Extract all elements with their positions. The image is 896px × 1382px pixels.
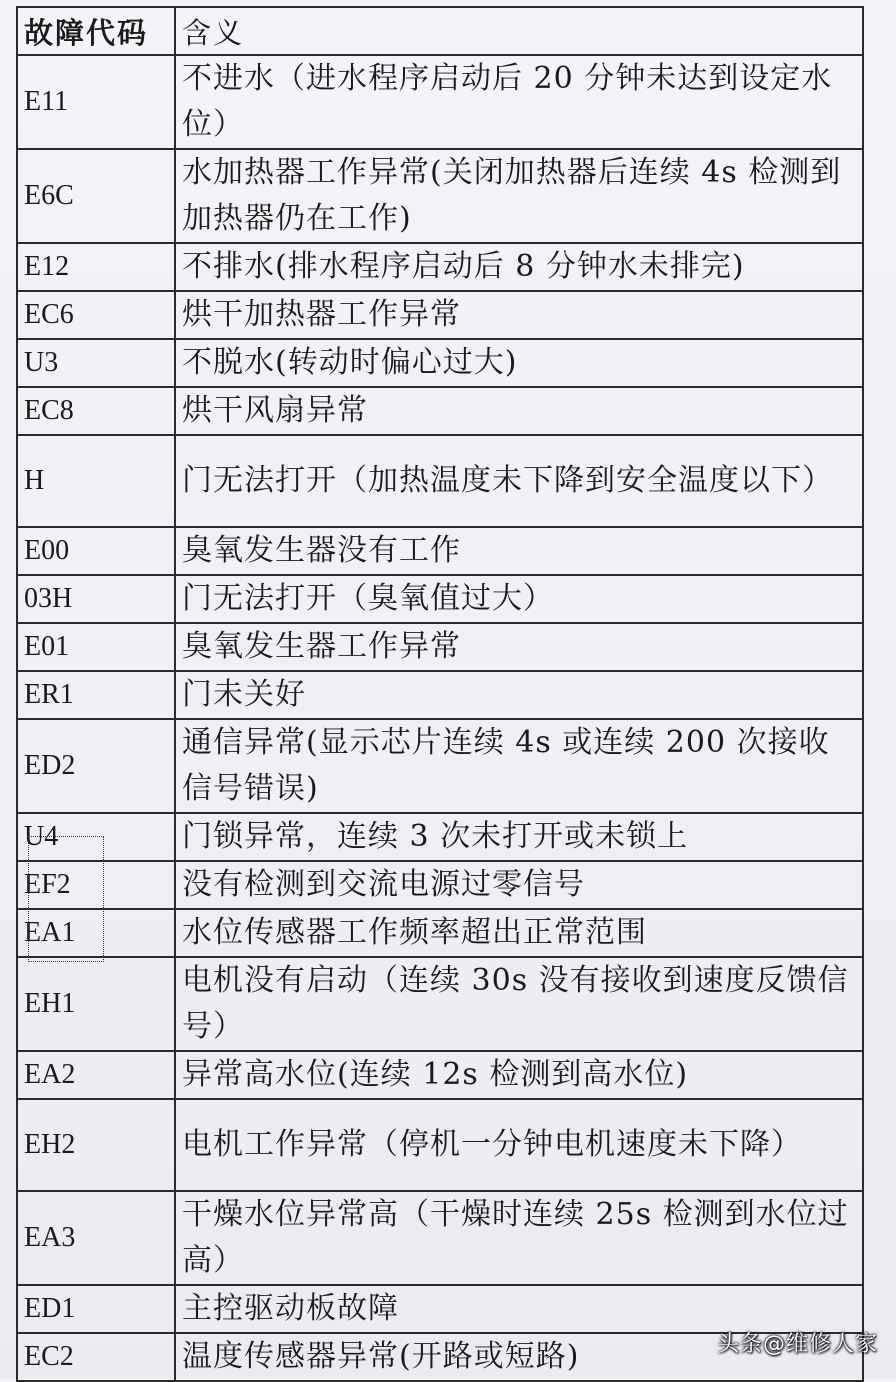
fault-meaning: 门无法打开（臭氧值过大） xyxy=(175,575,863,623)
table-row xyxy=(17,149,863,243)
fault-code: ER1 xyxy=(17,671,175,719)
fault-meaning: 温度传感器异常(开路或短路) xyxy=(175,1333,863,1381)
table-row xyxy=(17,957,863,1051)
fault-code-table xyxy=(16,6,864,1382)
table-row xyxy=(17,387,863,435)
fault-meaning: 门锁异常，连续 3 次未打开或未锁上 xyxy=(175,813,863,861)
fault-meaning: 不进水（进水程序启动后 20 分钟未达到设定水位） xyxy=(175,55,863,149)
fault-meaning: 水加热器工作异常(关闭加热器后连续 4s 检测到加热器仍在工作) xyxy=(175,149,863,243)
fault-code: ED2 xyxy=(17,719,175,813)
table-row xyxy=(17,291,863,339)
fault-meaning: 异常高水位(连续 12s 检测到高水位) xyxy=(175,1051,863,1099)
table-row xyxy=(17,813,863,861)
table-row xyxy=(17,435,863,527)
fault-meaning: 通信异常(显示芯片连续 4s 或连续 200 次接收信号错误) xyxy=(175,719,863,813)
fault-code: E6C xyxy=(17,149,175,243)
table-row xyxy=(17,243,863,291)
table-row xyxy=(17,1191,863,1285)
fault-meaning: 电机工作异常（停机一分钟电机速度未下降） xyxy=(175,1099,863,1191)
fault-meaning: 没有检测到交流电源过零信号 xyxy=(175,861,863,909)
fault-meaning: 臭氧发生器工作异常 xyxy=(175,623,863,671)
fault-meaning: 门未关好 xyxy=(175,671,863,719)
fault-meaning: 不脱水(转动时偏心过大) xyxy=(175,339,863,387)
fault-code: U3 xyxy=(17,339,175,387)
fault-meaning: 门无法打开（加热温度未下降到安全温度以下） xyxy=(175,435,863,527)
watermark-label: 头条@维修人家 xyxy=(716,1332,878,1357)
table-row xyxy=(17,909,863,957)
table-row xyxy=(17,339,863,387)
fault-code: EC6 xyxy=(17,291,175,339)
fault-code: E12 xyxy=(17,243,175,291)
table-row xyxy=(17,575,863,623)
fault-meaning: 不排水(排水程序启动后 8 分钟水未排完) xyxy=(175,243,863,291)
fault-code: EF2 xyxy=(17,861,175,909)
fault-meaning: 烘干加热器工作异常 xyxy=(175,291,863,339)
fault-meaning: 电机没有启动（连续 30s 没有接收到速度反馈信号） xyxy=(175,957,863,1051)
table-row xyxy=(17,1285,863,1333)
table-row xyxy=(17,55,863,149)
fault-meaning: 主控驱动板故障 xyxy=(175,1285,863,1333)
table-row xyxy=(17,719,863,813)
table-row xyxy=(17,671,863,719)
table-row xyxy=(17,527,863,575)
fault-code: EC8 xyxy=(17,387,175,435)
fault-code: E00 xyxy=(17,527,175,575)
fault-meaning: 干燥水位异常高（干燥时连续 25s 检测到水位过高） xyxy=(175,1191,863,1285)
fault-code: EA2 xyxy=(17,1051,175,1099)
fault-meaning: 水位传感器工作频率超出正常范围 xyxy=(175,909,863,957)
fault-meaning: 臭氧发生器没有工作 xyxy=(175,527,863,575)
table-row xyxy=(17,1051,863,1099)
fault-code: ED1 xyxy=(17,1285,175,1333)
fault-code: EH2 xyxy=(17,1099,175,1191)
fault-code: E01 xyxy=(17,623,175,671)
fault-code: EH1 xyxy=(17,957,175,1051)
fault-meaning: 烘干风扇异常 xyxy=(175,387,863,435)
table-row xyxy=(17,861,863,909)
table-row xyxy=(17,1099,863,1191)
fault-code: EA1 xyxy=(17,909,175,957)
fault-code: E11 xyxy=(17,55,175,149)
fault-code: U4 xyxy=(17,813,175,861)
table-header-row xyxy=(17,7,863,55)
fault-code: EC2 xyxy=(17,1333,175,1381)
fault-code: 03H xyxy=(17,575,175,623)
fault-code: EA3 xyxy=(17,1191,175,1285)
header-code: 故障代码 xyxy=(17,7,175,55)
fault-code: H xyxy=(17,435,175,527)
header-meaning: 含义 xyxy=(175,7,863,55)
table-row xyxy=(17,623,863,671)
